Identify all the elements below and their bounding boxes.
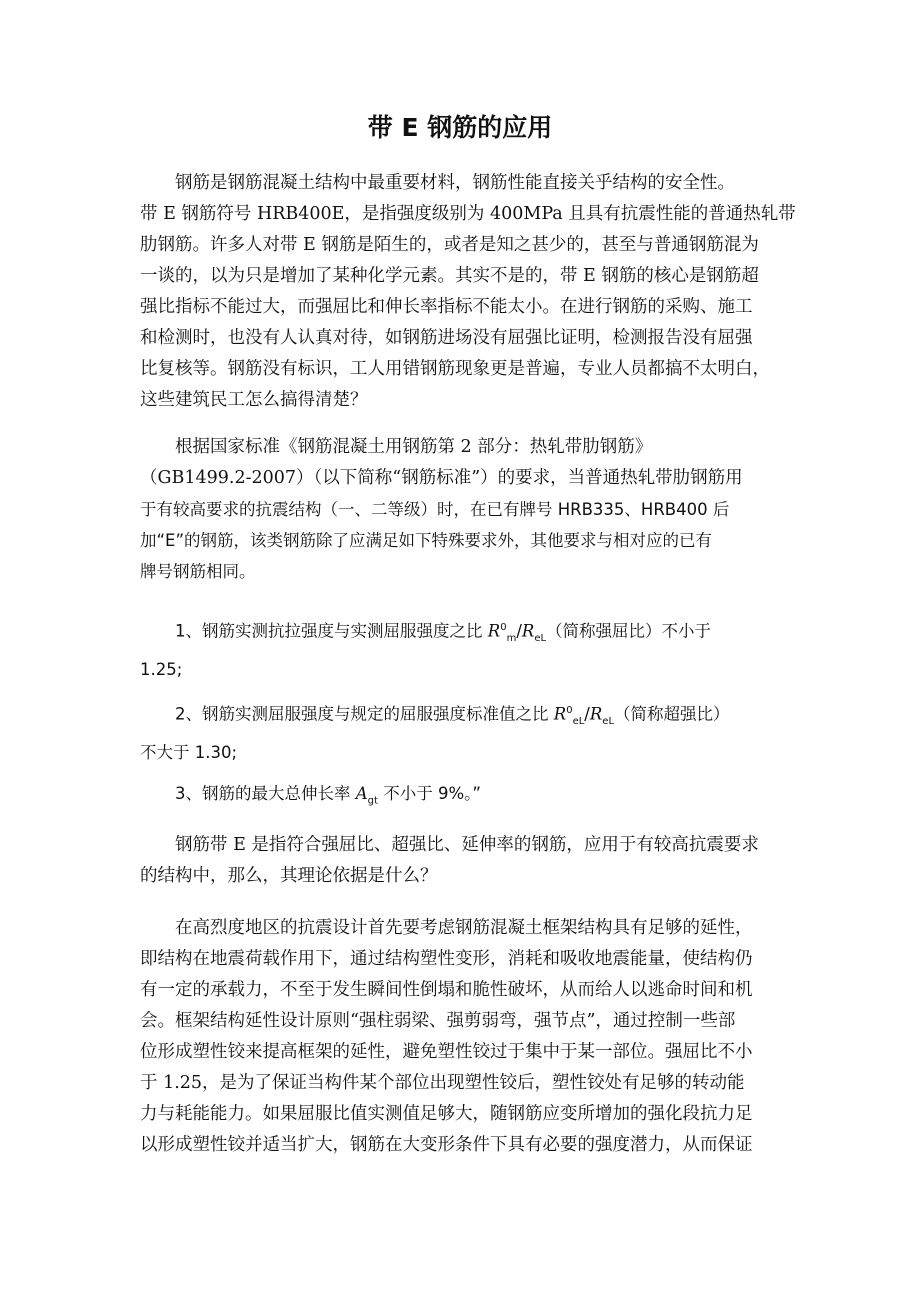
formula-symbol: R bbox=[553, 704, 567, 724]
paragraph-line: 会。框架结构延性设计原则“强柱弱梁、强剪弱弯，强节点”，通过控制一些部 bbox=[140, 1011, 736, 1031]
paragraph-line: 于 1.25，是为了保证当构件某个部位出现塑性铰后，塑性铰处有足够的转动能 bbox=[140, 1073, 745, 1093]
requirement-text: 不小于 9%。” bbox=[377, 784, 481, 803]
requirement-text: 3、钢筋的最大总伸长率 bbox=[175, 784, 356, 803]
paragraph-line: 钢筋带 E 是指符合强屈比、超强比、延伸率的钢筋，应用于有较高抗震要求 bbox=[175, 835, 759, 855]
formula-sup: 0 bbox=[566, 705, 573, 716]
document-title: 带 E 钢筋的应用 bbox=[367, 113, 553, 142]
paragraph-line: 以形成塑性铰并适当扩大，钢筋在大变形条件下具有必要的强度潜力，从而保证 bbox=[140, 1135, 753, 1155]
paragraph-intro bbox=[140, 168, 796, 416]
paragraph-line: 有一定的承载力，不至于发生瞬间性倒塌和脆性破坏，从而给人以逃命时间和机 bbox=[140, 980, 753, 1000]
requirement-line bbox=[140, 778, 780, 816]
paragraph-line: 强比指标不能过大，而强屈比和伸长率指标不能太小。在进行钢筋的采购、施工 bbox=[140, 297, 753, 317]
paragraph-line: 在高烈度地区的抗震设计首先要考虑钢筋混凝土框架结构具有足够的延性， bbox=[175, 918, 753, 938]
formula-symbol: R bbox=[521, 621, 535, 641]
paragraph-line: 肋钢筋。许多人对带 E 钢筋是陌生的，或者是知之甚少的，甚至与普通钢筋混为 bbox=[140, 235, 759, 255]
formula-sub: m bbox=[506, 632, 517, 644]
requirement-text: （简称强屈比）不小于 bbox=[546, 621, 712, 641]
paragraph-line: 加“E”的钢筋，该类钢筋除了应满足如下特殊要求外，其他要求与相对应的已有 bbox=[140, 531, 713, 550]
paragraph-line: 于有较高要求的抗震结构（一、二等级）时，在已有牌号 HRB335、HRB400 后 bbox=[140, 500, 730, 519]
formula-sub: eL bbox=[602, 715, 615, 727]
requirement-line bbox=[140, 695, 780, 737]
formula-symbol: A bbox=[355, 784, 368, 803]
requirement-item-3 bbox=[140, 778, 780, 816]
paragraph-line: 钢筋是钢筋混凝土结构中最重要材料，钢筋性能直接关乎结构的安全性。 bbox=[175, 173, 735, 193]
requirement-text: 1、钢筋实测抗拉强度与实测屈服强度之比 bbox=[175, 621, 488, 641]
requirement-text: 2、钢筋实测屈服强度与规定的屈服强度标准值之比 bbox=[175, 704, 554, 724]
paragraph-standard bbox=[140, 432, 780, 587]
formula-sup: 0 bbox=[500, 622, 507, 633]
paragraph-line: 位形成塑性铰来提高框架的延性，避免塑性铰过于集中于某一部位。强屈比不小 bbox=[140, 1042, 753, 1062]
paragraph-line: 即结构在地震荷载作用下，通过结构塑性变形，消耗和吸收地震能量，使结构仍 bbox=[140, 949, 753, 969]
formula-slash: / bbox=[516, 621, 522, 641]
paragraph-line: 的结构中，那么，其理论依据是什么？ bbox=[140, 866, 438, 886]
paragraph-line: （GB1499.2-2007）（以下简称“钢筋标准”）的要求，当普通热轧带肋钢筋用 bbox=[140, 468, 743, 488]
formula-symbol: R bbox=[487, 621, 501, 641]
paragraph-line: 根据国家标准《钢筋混凝土用钢筋第 2 部分：热轧带肋钢筋》 bbox=[175, 437, 653, 457]
requirement-item-1 bbox=[140, 612, 780, 685]
formula-sub: gt bbox=[367, 795, 378, 807]
requirement-line bbox=[140, 612, 780, 654]
requirement-line: 1.25; bbox=[140, 659, 183, 679]
paragraph-line: 这些建筑民工怎么搞得清楚？ bbox=[140, 390, 368, 410]
paragraph-line: 一谈的，以为只是增加了某种化学元素。其实不是的，带 E 钢筋的核心是钢筋超 bbox=[140, 266, 759, 286]
paragraph-line: 和检测时，也没有人认真对待，如钢筋进场没有屈强比证明，检测报告没有屈强 bbox=[140, 328, 753, 348]
paragraph-line: 比复核等。钢筋没有标识，工人用错钢筋现象更是普遍，专业人员都搞不太明白， bbox=[140, 359, 770, 379]
formula-sub: eL bbox=[572, 715, 585, 727]
requirement-line: 不大于 1.30; bbox=[140, 742, 238, 762]
formula-slash: / bbox=[584, 704, 590, 724]
paragraph-line: 牌号钢筋相同。 bbox=[140, 562, 256, 581]
paragraph-question bbox=[140, 830, 780, 892]
formula-sub: eL bbox=[534, 632, 547, 644]
formula-symbol: R bbox=[589, 704, 603, 724]
paragraph-line: 力与耗能能力。如果屈服比值实测值足够大，随钢筋应变所增加的强化段抗力足 bbox=[140, 1104, 753, 1124]
paragraph-theory bbox=[140, 913, 780, 1161]
requirement-item-2 bbox=[140, 695, 780, 768]
requirement-text: （简称超强比） bbox=[614, 704, 730, 724]
paragraph-line: 带 E 钢筋符号 HRB400E，是指强度级别为 400MPa 且具有抗震性能的普通热轧带 bbox=[140, 204, 796, 224]
